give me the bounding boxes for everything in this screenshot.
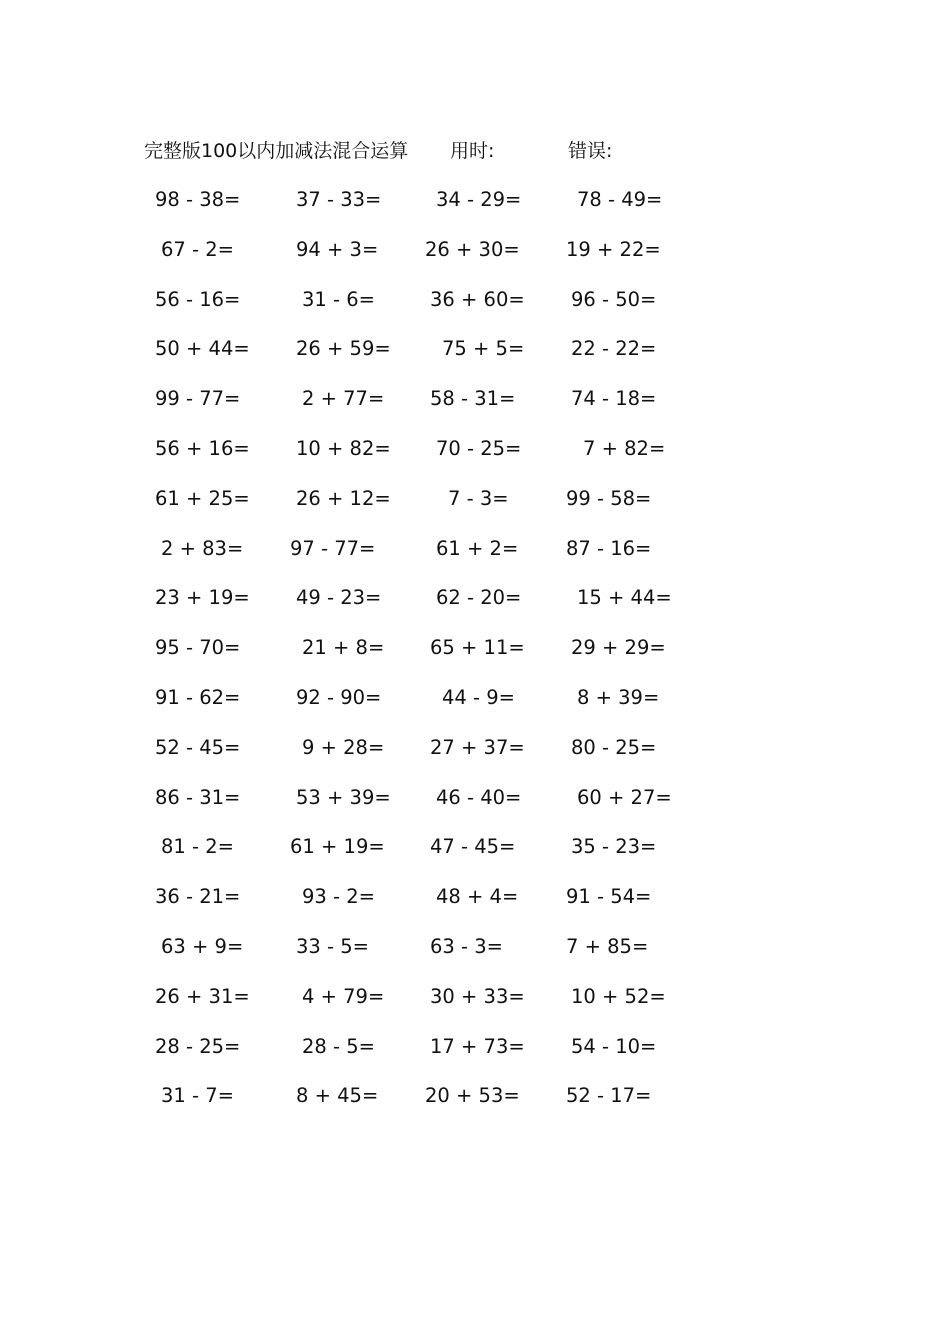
worksheet-title: 完整版100以内加减法混合运算 bbox=[144, 140, 409, 162]
problem-r6-c3: 70 - 25= bbox=[436, 437, 522, 460]
problem-r4-c1: 50 + 44= bbox=[155, 337, 250, 360]
problem-r15-c3: 48 + 4= bbox=[436, 885, 519, 908]
problem-r2-c4: 19 + 22= bbox=[566, 238, 661, 261]
problem-r5-c4: 74 - 18= bbox=[571, 387, 657, 410]
problem-r13-c4: 60 + 27= bbox=[577, 786, 672, 809]
problem-r7-c1: 61 + 25= bbox=[155, 487, 250, 510]
problem-r14-c1: 81 - 2= bbox=[161, 835, 234, 858]
problem-r17-c3: 30 + 33= bbox=[430, 985, 525, 1008]
problem-r14-c4: 35 - 23= bbox=[571, 835, 657, 858]
problem-r16-c2: 33 - 5= bbox=[296, 935, 369, 958]
problem-r16-c4: 7 + 85= bbox=[566, 935, 649, 958]
problem-r2-c3: 26 + 30= bbox=[425, 238, 520, 261]
worksheet-header bbox=[144, 136, 744, 164]
problem-r11-c1: 91 - 62= bbox=[155, 686, 241, 709]
problem-r3-c4: 96 - 50= bbox=[571, 288, 657, 311]
problem-r8-c4: 87 - 16= bbox=[566, 537, 652, 560]
problem-r17-c2: 4 + 79= bbox=[302, 985, 385, 1008]
problem-r16-c3: 63 - 3= bbox=[430, 935, 503, 958]
problem-r4-c3: 75 + 5= bbox=[442, 337, 525, 360]
problem-r15-c4: 91 - 54= bbox=[566, 885, 652, 908]
problem-r11-c3: 44 - 9= bbox=[442, 686, 515, 709]
problem-r10-c3: 65 + 11= bbox=[430, 636, 525, 659]
problem-r9-c2: 49 - 23= bbox=[296, 586, 382, 609]
problem-r18-c2: 28 - 5= bbox=[302, 1035, 375, 1058]
problem-r5-c1: 99 - 77= bbox=[155, 387, 241, 410]
problem-r2-c1: 67 - 2= bbox=[161, 238, 234, 261]
problem-r4-c4: 22 - 22= bbox=[571, 337, 657, 360]
problem-r12-c4: 80 - 25= bbox=[571, 736, 657, 759]
problem-r2-c2: 94 + 3= bbox=[296, 238, 379, 261]
problem-r7-c4: 99 - 58= bbox=[566, 487, 652, 510]
problem-r13-c3: 46 - 40= bbox=[436, 786, 522, 809]
problem-r8-c2: 97 - 77= bbox=[290, 537, 376, 560]
problem-r13-c1: 86 - 31= bbox=[155, 786, 241, 809]
problem-r10-c1: 95 - 70= bbox=[155, 636, 241, 659]
problem-r10-c2: 21 + 8= bbox=[302, 636, 385, 659]
problem-r17-c1: 26 + 31= bbox=[155, 985, 250, 1008]
problem-r19-c3: 20 + 53= bbox=[425, 1084, 520, 1107]
problem-r15-c2: 93 - 2= bbox=[302, 885, 375, 908]
problem-r15-c1: 36 - 21= bbox=[155, 885, 241, 908]
problem-r3-c3: 36 + 60= bbox=[430, 288, 525, 311]
problem-r1-c2: 37 - 33= bbox=[296, 188, 382, 211]
problem-r4-c2: 26 + 59= bbox=[296, 337, 391, 360]
problem-r5-c2: 2 + 77= bbox=[302, 387, 385, 410]
problem-r10-c4: 29 + 29= bbox=[571, 636, 666, 659]
problem-r16-c1: 63 + 9= bbox=[161, 935, 244, 958]
errors-label: 错误: bbox=[568, 140, 613, 162]
problem-r9-c4: 15 + 44= bbox=[577, 586, 672, 609]
problem-r11-c4: 8 + 39= bbox=[577, 686, 660, 709]
problem-r17-c4: 10 + 52= bbox=[571, 985, 666, 1008]
time-used-label: 用时: bbox=[450, 140, 495, 162]
problem-r5-c3: 58 - 31= bbox=[430, 387, 516, 410]
problem-r13-c2: 53 + 39= bbox=[296, 786, 391, 809]
problem-r9-c3: 62 - 20= bbox=[436, 586, 522, 609]
problem-r6-c4: 7 + 82= bbox=[583, 437, 666, 460]
problem-r1-c4: 78 - 49= bbox=[577, 188, 663, 211]
problem-r14-c3: 47 - 45= bbox=[430, 835, 516, 858]
problem-r8-c3: 61 + 2= bbox=[436, 537, 519, 560]
problem-r9-c1: 23 + 19= bbox=[155, 586, 250, 609]
problem-r12-c2: 9 + 28= bbox=[302, 736, 385, 759]
problem-r8-c1: 2 + 83= bbox=[161, 537, 244, 560]
problem-r1-c1: 98 - 38= bbox=[155, 188, 241, 211]
problem-r11-c2: 92 - 90= bbox=[296, 686, 382, 709]
problem-r18-c3: 17 + 73= bbox=[430, 1035, 525, 1058]
problem-r7-c2: 26 + 12= bbox=[296, 487, 391, 510]
problem-r1-c3: 34 - 29= bbox=[436, 188, 522, 211]
problem-r18-c4: 54 - 10= bbox=[571, 1035, 657, 1058]
problem-r18-c1: 28 - 25= bbox=[155, 1035, 241, 1058]
problem-r7-c3: 7 - 3= bbox=[448, 487, 509, 510]
problem-r3-c1: 56 - 16= bbox=[155, 288, 241, 311]
problem-r12-c3: 27 + 37= bbox=[430, 736, 525, 759]
problem-r6-c1: 56 + 16= bbox=[155, 437, 250, 460]
problem-r12-c1: 52 - 45= bbox=[155, 736, 241, 759]
problem-r19-c4: 52 - 17= bbox=[566, 1084, 652, 1107]
problem-r14-c2: 61 + 19= bbox=[290, 835, 385, 858]
problem-r19-c2: 8 + 45= bbox=[296, 1084, 379, 1107]
problem-r3-c2: 31 - 6= bbox=[302, 288, 375, 311]
problem-r6-c2: 10 + 82= bbox=[296, 437, 391, 460]
problem-r19-c1: 31 - 7= bbox=[161, 1084, 234, 1107]
